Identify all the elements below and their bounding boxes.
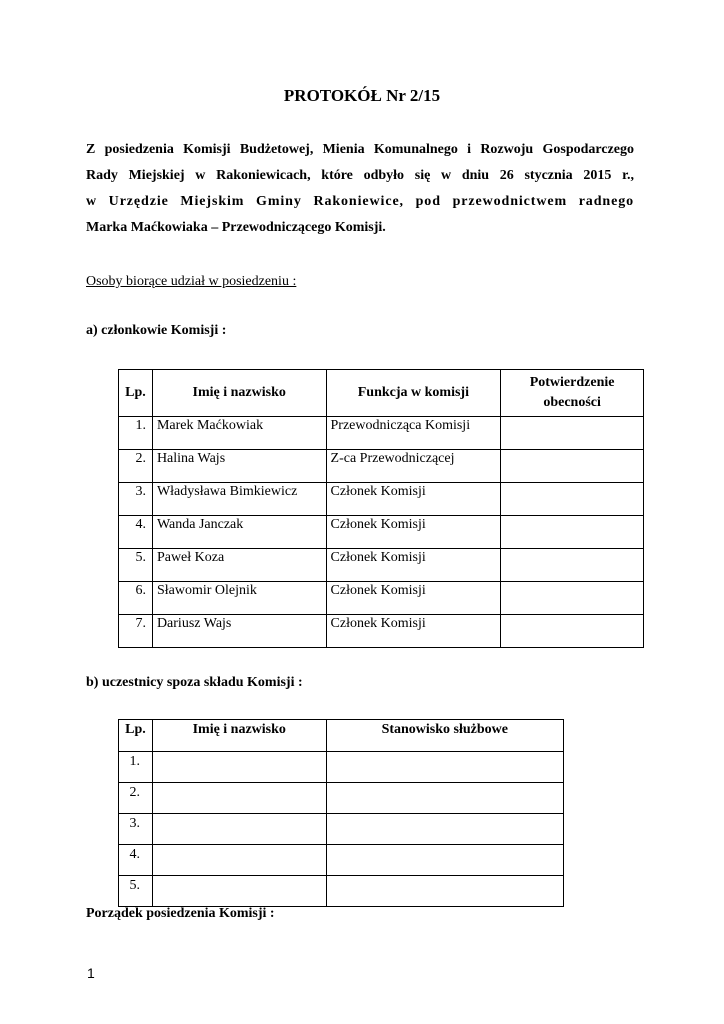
table-row — [119, 876, 564, 907]
cell-confirm — [501, 582, 644, 615]
cell-position — [326, 845, 563, 876]
table-header-row — [119, 720, 564, 752]
cell-name — [152, 845, 326, 876]
cell-name — [152, 876, 326, 907]
cell-role: Członek Komisji — [326, 549, 501, 582]
cell-position — [326, 783, 563, 814]
header-lp: Lp. — [119, 720, 153, 752]
agenda-heading: Porządek posiedzenia Komisji : — [86, 906, 275, 921]
cell-name: Dariusz Wajs — [152, 615, 326, 648]
cell-role: Członek Komisji — [326, 483, 501, 516]
table-row — [119, 516, 644, 549]
cell-name — [152, 783, 326, 814]
table-row — [119, 417, 644, 450]
cell-lp: 4. — [119, 845, 153, 876]
table-row — [119, 615, 644, 648]
table-row — [119, 783, 564, 814]
table-row — [119, 483, 644, 516]
page-number: 1 — [87, 965, 95, 981]
cell-confirm — [501, 417, 644, 450]
cell-position — [326, 814, 563, 845]
cell-name — [152, 752, 326, 783]
header-confirm: Potwierdzenie obecności — [501, 370, 644, 417]
table-row — [119, 549, 644, 582]
cell-lp: 1. — [119, 417, 153, 450]
header-name: Imię i nazwisko — [152, 370, 326, 417]
cell-name: Marek Maćkowiak — [152, 417, 326, 450]
cell-confirm — [501, 615, 644, 648]
cell-lp: 3. — [119, 814, 153, 845]
table-row — [119, 582, 644, 615]
cell-role: Przewodnicząca Komisji — [326, 417, 501, 450]
cell-confirm — [501, 483, 644, 516]
header-name: Imię i nazwisko — [152, 720, 326, 752]
cell-name — [152, 814, 326, 845]
table-row — [119, 752, 564, 783]
cell-lp: 7. — [119, 615, 153, 648]
header-lp: Lp. — [119, 370, 153, 417]
table-header-row — [119, 370, 644, 417]
header-position: Stanowisko służbowe — [326, 720, 563, 752]
intro-paragraph — [86, 137, 634, 241]
cell-lp: 4. — [119, 516, 153, 549]
cell-lp: 5. — [119, 876, 153, 907]
intro-line: Rady Miejskiej w Rakoniewicach, które odbyło się w dniu 26 stycznia 2015 r., — [86, 168, 634, 183]
intro-line: Marka Maćkowiaka – Przewodniczącego Komisji. — [86, 220, 386, 235]
cell-lp: 3. — [119, 483, 153, 516]
cell-role: Członek Komisji — [326, 582, 501, 615]
table-row — [119, 450, 644, 483]
cell-lp: 2. — [119, 783, 153, 814]
members-heading: a) członkowie Komisji : — [86, 323, 227, 338]
cell-role: Członek Komisji — [326, 516, 501, 549]
cell-lp: 2. — [119, 450, 153, 483]
document-title: PROTOKÓŁ Nr 2/15 — [283, 86, 441, 105]
cell-lp: 1. — [119, 752, 153, 783]
guests-table — [118, 719, 564, 907]
cell-position — [326, 752, 563, 783]
intro-line: Z posiedzenia Komisji Budżetowej, Mienia Komunalnego i Rozwoju Gospodarczego — [86, 142, 634, 157]
cell-role: Z-ca Przewodniczącej — [326, 450, 501, 483]
cell-lp: 6. — [119, 582, 153, 615]
members-table — [118, 369, 644, 648]
table-row — [119, 814, 564, 845]
cell-confirm — [501, 516, 644, 549]
header-role: Funkcja w komisji — [326, 370, 501, 417]
table-row — [119, 845, 564, 876]
cell-name: Władysława Bimkiewicz — [152, 483, 326, 516]
cell-name: Wanda Janczak — [152, 516, 326, 549]
cell-name: Halina Wajs — [152, 450, 326, 483]
intro-line: w Urzędzie Miejskim Gminy Rakoniewice, pod przewodnictwem radnego — [86, 194, 634, 209]
cell-name: Paweł Koza — [152, 549, 326, 582]
cell-confirm — [501, 450, 644, 483]
cell-position — [326, 876, 563, 907]
participants-heading: Osoby biorące udział w posiedzeniu : — [86, 274, 297, 289]
cell-name: Sławomir Olejnik — [152, 582, 326, 615]
cell-role: Członek Komisji — [326, 615, 501, 648]
cell-lp: 5. — [119, 549, 153, 582]
cell-confirm — [501, 549, 644, 582]
guests-heading: b) uczestnicy spoza składu Komisji : — [86, 675, 303, 690]
